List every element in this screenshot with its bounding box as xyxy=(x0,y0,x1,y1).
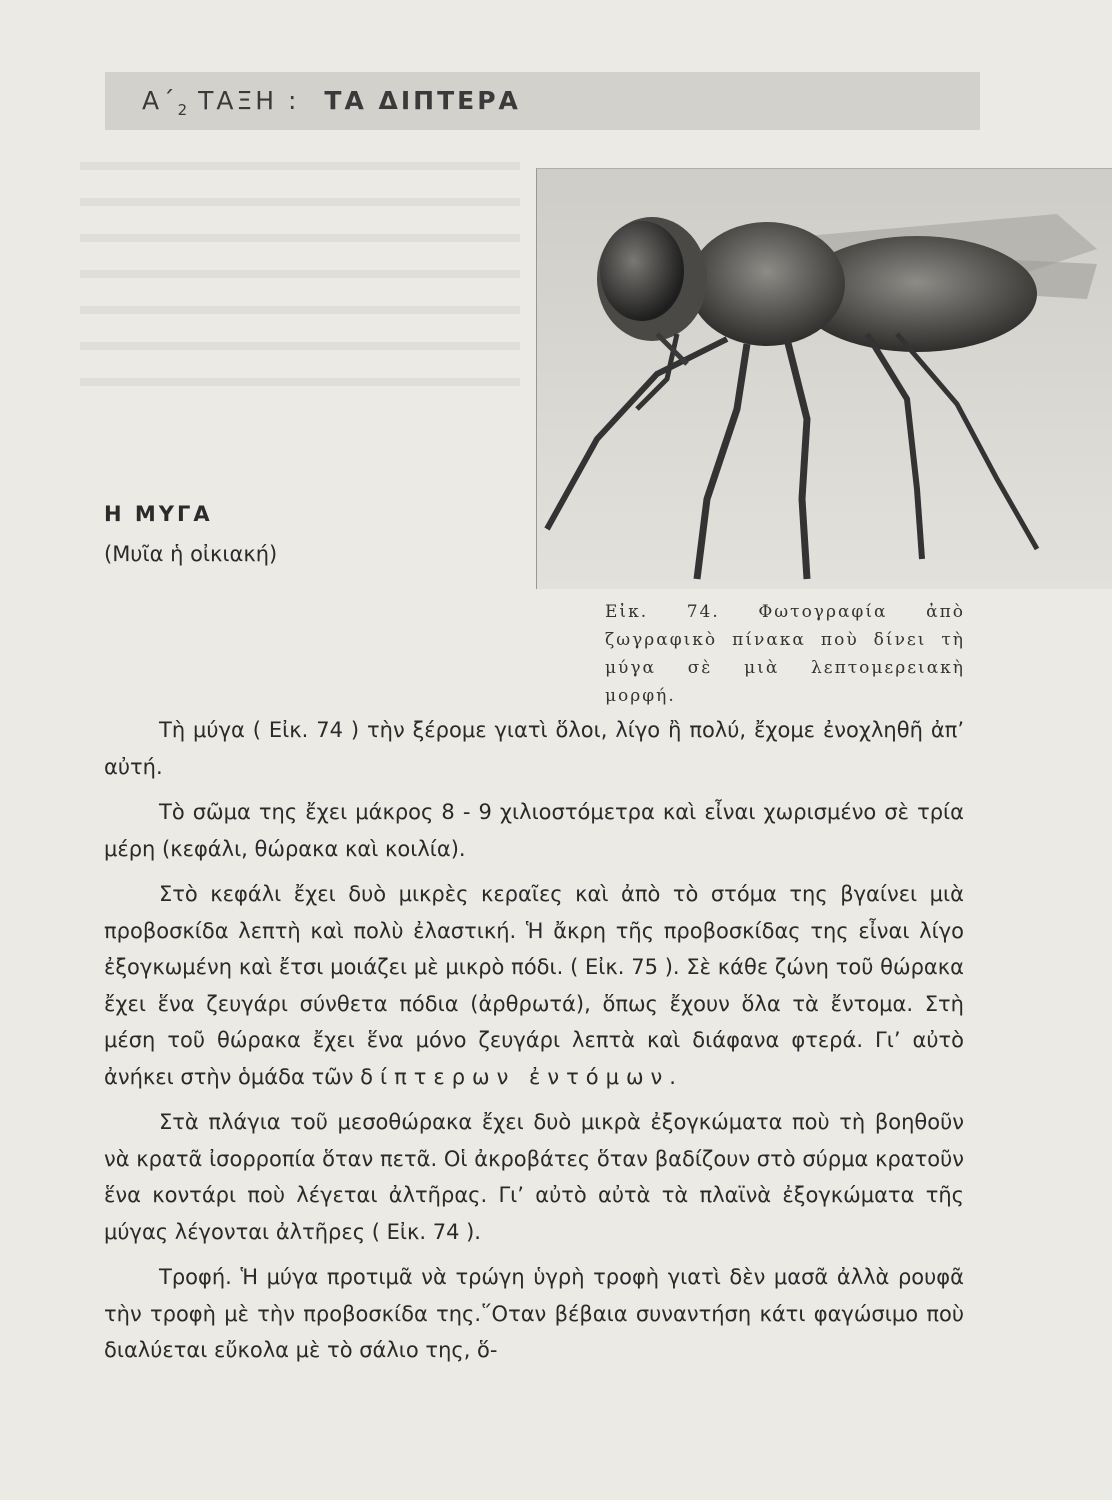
food-label: Τροφή. xyxy=(159,1265,232,1289)
chapter-header xyxy=(142,86,521,119)
header-order-name: ΤΑ ΔΙΠΤΕΡΑ xyxy=(324,86,521,115)
bleed-through-texture xyxy=(80,140,520,400)
paragraph-anatomy-text: Στὸ κεφάλι ἔχει δυὸ μικρὲς κεραῖες καὶ ἀπὸ τὸ στόμα της βγαίνει μιὰ προβοσκίδα λεπτὴ καὶ πολὺ ἐλαστική. Ἡ ἄκρη τῆς προβοσκίδας της εἶναι λίγο ἐξογκωμένη καὶ ἔτσι μοιάζει μὲ μικρὸ πόδι. ( Εἰκ. 75 ). Σὲ κάθε ζώνη τοῦ θώρακα ἔχει ἕνα ζευγάρι σύνθετα πόδια (ἀρθρωτά), ὅπως ἔχουν ὅλα τὰ ἔντομα. Στὴ μέση τοῦ θώρακα ἔχει ἕνα μόνο ζευγάρι λεπτὰ καὶ διάφανα φτερά. Γι’ αὐτὸ ἀνήκει στὴν ὁμάδα τῶν xyxy=(104,882,964,1089)
header-subscript: 2 xyxy=(177,101,188,119)
article-body xyxy=(104,712,964,1378)
food-text: Ἡ μύγα προτιμᾶ νὰ τρώγη ὑγρὴ τροφὴ γιατὶ δὲν μασᾶ ἀλλὰ ρουφᾶ τὴν τροφὴ μὲ τὴν προβοσκίδα της.῞Οταν βέβαια συναντήση κάτι φαγώσιμο ποὺ διαλύεται εὔκολα μὲ τὸ σάλιο της, ὅ- xyxy=(104,1265,964,1362)
paragraph-intro: Τὴ μύγα ( Εἰκ. 74 ) τὴν ξέρομε γιατὶ ὅλοι, λίγο ἢ πολύ, ἔχομε ἐνοχληθῆ ἀπ’ αὐτή. xyxy=(104,718,964,779)
paragraph-body-size: Τὸ σῶμα της ἔχει μάκρος 8 - 9 χιλιοστόμετρα καὶ εἶναι χωρισμένο σὲ τρία μέρη (κεφάλι, θώρακα καὶ κοιλία). xyxy=(104,800,964,861)
paragraph-anatomy xyxy=(104,876,964,1095)
paragraph-food xyxy=(104,1259,964,1369)
header-prefix: Α΄ xyxy=(142,86,178,115)
section-title: Η ΜΥΓΑ xyxy=(104,502,213,526)
paragraph-halteres: Στὰ πλάγια τοῦ μεσοθώρακα ἔχει δυὸ μικρὰ ἐξογκώματα ποὺ τὴ βοηθοῦν νὰ κρατᾶ ἰσορροπία ὅταν πετᾶ. Οἱ ἀκροβάτες ὅταν βαδίζουν στὸ σύρμα κρατοῦν ἕνα κοντάρι ποὺ λέγεται ἀλτῆρας. Γι’ αὐτὸ αὐτὰ τὰ πλαϊνὰ ἐξογκώματα τῆς μύγας λέγονται ἀλτῆρες ( Εἰκ. 74 ). xyxy=(104,1110,964,1244)
housefly-illustration-icon xyxy=(537,169,1112,589)
paragraph-anatomy-spaced: δίπτερων ἐντόμων. xyxy=(360,1064,683,1089)
section-latin-name: (Μυῖα ἡ οἰκιακή) xyxy=(104,542,278,566)
header-order-label: ΤΑΞΗ : xyxy=(198,86,300,115)
figure-74 xyxy=(536,168,1112,589)
figure-caption: Εἰκ. 74. Φωτογραφία ἀπὸ ζωγραφικὸ πίνακα ποὺ δίνει τὴ μύγα σὲ μιὰ λεπτομερειακὴ μορφή. xyxy=(605,602,965,706)
